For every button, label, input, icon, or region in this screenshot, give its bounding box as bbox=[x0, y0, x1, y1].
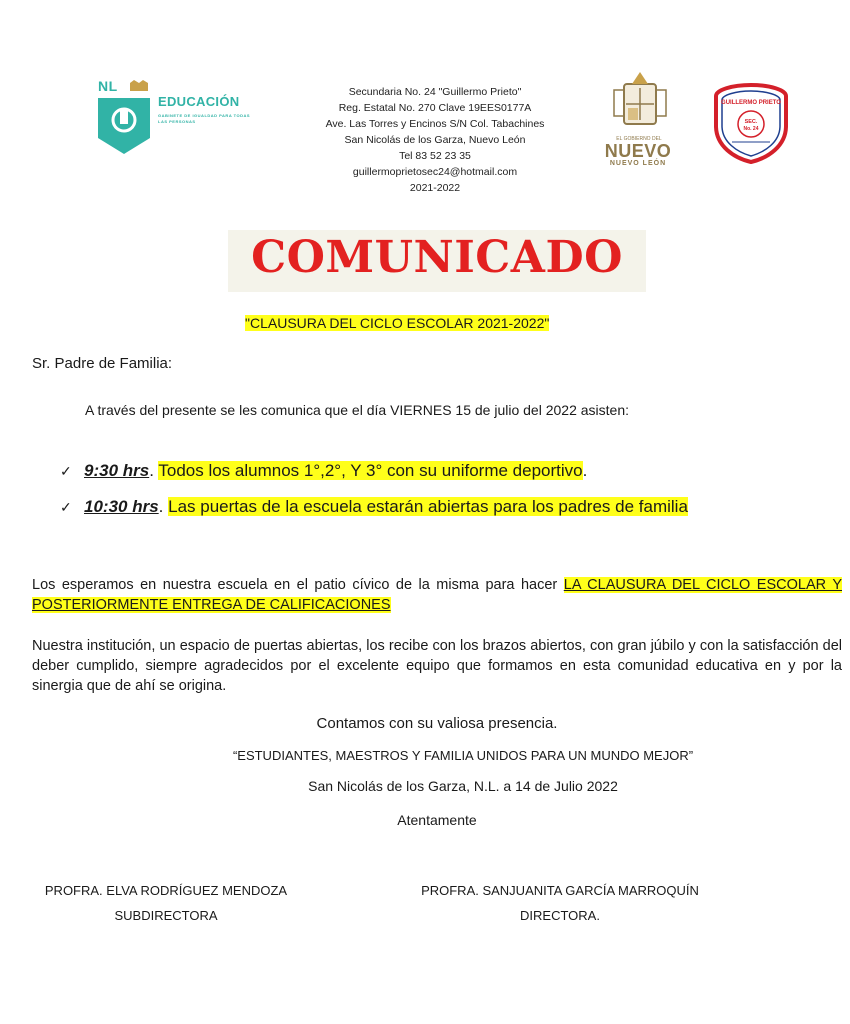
institution-paragraph: Nuestra institución, un espacio de puertas abiertas, los recibe con los brazos abiertos, con gran júbilo y con la satisfacción del deber cumplido, siempre agradecidos por el excelente equipo que formamos en esta comunidad educativa en y por la sinergia que de ahí se origina. bbox=[32, 638, 842, 694]
education-subtitle: GABINETE DE IGUALDAD PARA TODAS LAS PERSONAS bbox=[158, 113, 251, 124]
school-city-line: San Nicolás de los Garza, Nuevo León bbox=[344, 134, 526, 146]
education-title: EDUCACIÓN bbox=[158, 94, 240, 109]
government-big-text: NUEVO bbox=[604, 141, 672, 161]
invitation-highlight: LA CLAUSURA DEL CICLO ESCOLAR Y POSTERIORMENTE ENTREGA DE CALIFICACIONES bbox=[32, 577, 842, 613]
closing-text: Contamos con su valiosa presencia. bbox=[316, 715, 558, 732]
school-year-line: 2021-2022 bbox=[409, 182, 461, 194]
schedule-time: 10:30 hrs bbox=[84, 497, 159, 516]
school-name-line: Secundaria No. 24 "Guillermo Prieto" bbox=[348, 86, 522, 98]
subtitle bbox=[245, 315, 549, 331]
invitation-paragraph bbox=[32, 575, 842, 615]
svg-text:SEC.: SEC. bbox=[744, 119, 758, 125]
svg-text:No. 24: No. 24 bbox=[743, 126, 759, 132]
schedule-separator: . bbox=[158, 497, 164, 516]
subtitle-text: "CLAUSURA DEL CICLO ESCOLAR 2021-2022" bbox=[245, 315, 550, 331]
page-title: COMUNICADO bbox=[251, 232, 623, 283]
invitation-text: Los esperamos en nuestra escuela en el patio cívico de la misma para hacer bbox=[32, 577, 564, 593]
school-registration-line: Reg. Estatal No. 270 Clave 19EES0177A bbox=[338, 102, 532, 114]
government-small-text: EL GOBIERNO DEL bbox=[616, 136, 662, 142]
signature-block-director bbox=[395, 878, 725, 928]
schedule-text: Todos los alumnos 1°,2°, Y 3° con su uniforme deportivo bbox=[158, 461, 583, 480]
schedule-end: . bbox=[582, 461, 588, 480]
signature-role: SUBDIRECTORA bbox=[114, 908, 218, 923]
school-address-line: Ave. Las Torres y Encinos S/N Col. Tabachines bbox=[325, 118, 545, 130]
signature-block-subdirector bbox=[20, 878, 312, 928]
signature-name: PROFRA. SANJUANITA GARCÍA MARROQUÍN bbox=[421, 883, 699, 898]
school-phone-line: Tel 83 52 23 35 bbox=[399, 150, 471, 162]
svg-text:GUILLERMO PRIETO: GUILLERMO PRIETO bbox=[721, 100, 781, 106]
school-info bbox=[300, 84, 570, 196]
school-email-line: guillermoprietosec24@hotmail.com bbox=[352, 166, 518, 178]
school-badge-logo bbox=[710, 82, 792, 164]
schedule-separator: . bbox=[149, 461, 154, 480]
signature-name: PROFRA. ELVA RODRÍGUEZ MENDOZA bbox=[44, 883, 288, 898]
greeting: Sr. Padre de Familia: bbox=[32, 355, 173, 372]
motto-text: “ESTUDIANTES, MAESTROS Y FAMILIA UNIDOS PARA UN MUNDO MEJOR” bbox=[232, 748, 694, 763]
nl-tag: NL bbox=[98, 78, 118, 94]
intro-text: A través del presente se les comunica que el día VIERNES 15 de julio del 2022 asisten: bbox=[85, 402, 629, 418]
schedule-text: Las puertas de la escuela estarán abiertas para los padres de familia bbox=[168, 497, 688, 516]
check-icon: ✓ bbox=[60, 499, 72, 515]
check-icon: ✓ bbox=[60, 463, 72, 479]
place-date: San Nicolás de los Garza, N.L. a 14 de Julio 2022 bbox=[308, 778, 618, 794]
signature-role: DIRECTORA. bbox=[520, 908, 600, 923]
schedule-item bbox=[60, 461, 587, 481]
schedule-item bbox=[60, 497, 688, 517]
schedule-time: 9:30 hrs bbox=[84, 461, 150, 480]
regards-text: Atentamente bbox=[397, 812, 477, 828]
government-sub-text: NUEVO LEÓN bbox=[609, 160, 667, 167]
government-crest-icon bbox=[610, 70, 670, 136]
